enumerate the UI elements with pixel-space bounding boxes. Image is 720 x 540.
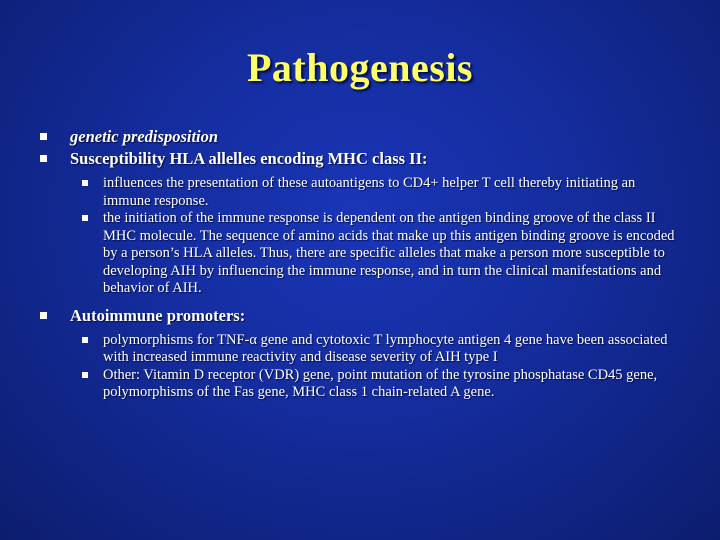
sub-bullet-item — [40, 332, 680, 367]
bullet-item — [40, 306, 680, 326]
sub-bullet-text: the initiation of the immune response is dependent on the antigen binding groove of the class II MHC molecule. The sequence of amino acids that make up this antigen binding groove is encoded by a person’s HLA alleles. Thus, there are specific alleles that make a person more susceptible to developing AIH by influencing the immune response, and in turn the clinical manifestations and behavior of AIH. — [103, 210, 675, 296]
sub-bullet-text: influences the presentation of these autoantigens to CD4+ helper T cell thereby initiating an immune response. — [103, 175, 636, 209]
sub-bullet-item — [40, 210, 680, 298]
square-bullet-icon — [40, 312, 47, 319]
bullet-item — [40, 127, 680, 147]
sub-bullet-text: polymorphisms for TNF-α gene and cytotoxic T lymphocyte antigen 4 gene have been associated with increased immune reactivity and disease severity of AIH type I — [103, 331, 668, 365]
square-bullet-icon — [40, 155, 47, 162]
square-bullet-icon — [82, 215, 88, 221]
bullet-item — [40, 149, 680, 169]
square-bullet-icon — [82, 372, 88, 378]
slide-title: Pathogenesis — [247, 45, 473, 90]
square-bullet-icon — [82, 180, 88, 186]
bullet-text: Susceptibility HLA allelles encoding MHC class II: — [70, 149, 428, 168]
sub-bullet-text: Other: Vitamin D receptor (VDR) gene, point mutation of the tyrosine phosphatase CD45 gene, polymorphisms of the Fas gene, MHC class 1 chain-related A gene. — [103, 366, 658, 400]
sub-bullet-item — [40, 367, 680, 402]
sub-bullet-item — [40, 175, 680, 210]
bullet-text: genetic predisposition — [70, 127, 219, 146]
square-bullet-icon — [82, 337, 88, 343]
bullet-text: Autoimmune promoters: — [70, 305, 246, 325]
square-bullet-icon — [40, 133, 47, 140]
slide-content — [40, 127, 680, 402]
